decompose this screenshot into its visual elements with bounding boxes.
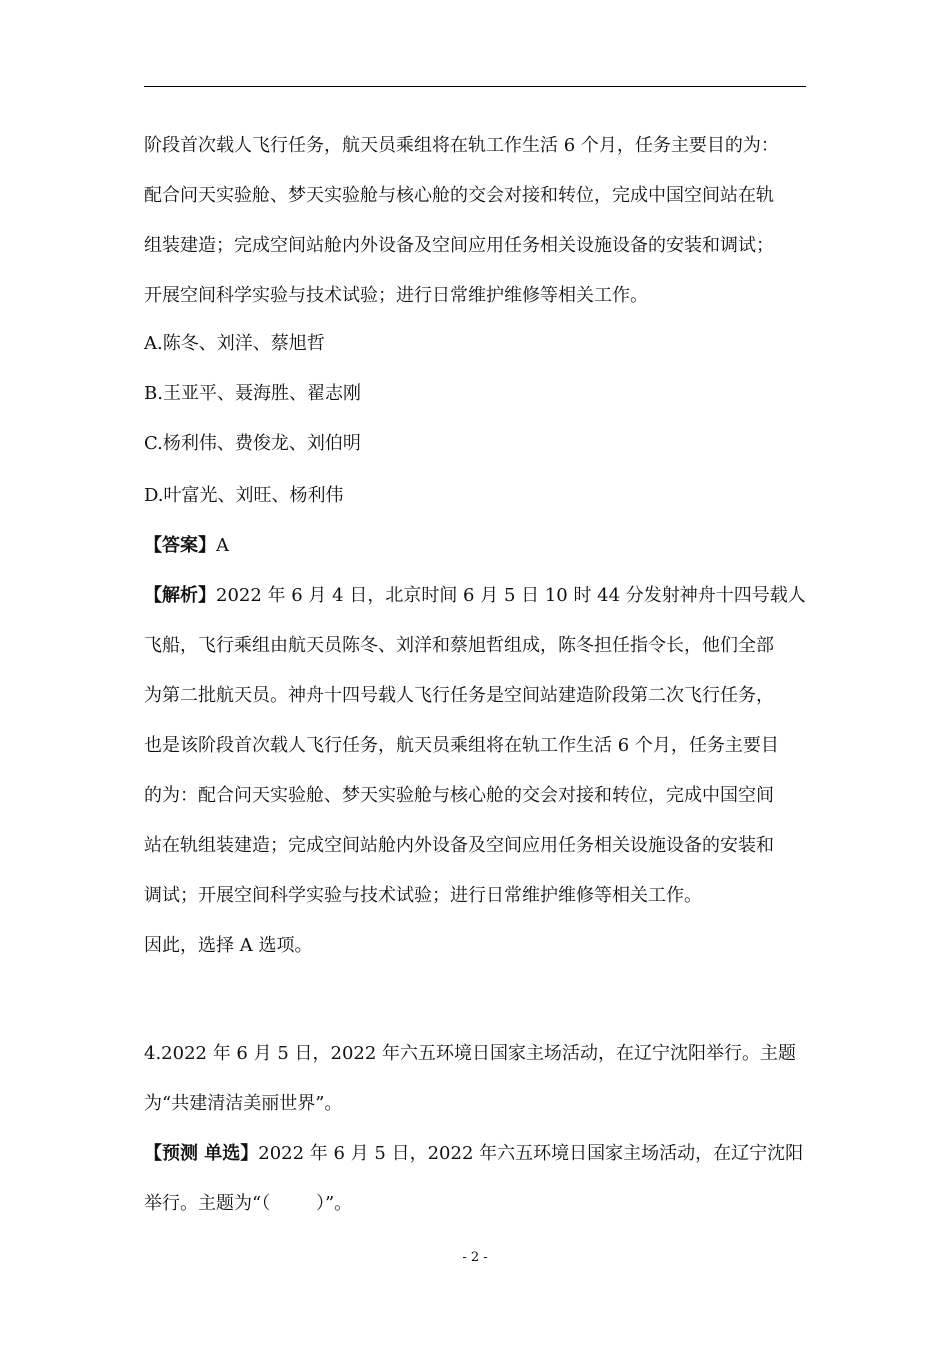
prediction-first: 2022 年 6 月 5 日，2022 年六五环境日国家主场活动，在辽宁沈阳 [258, 1143, 804, 1164]
question-intro-line-3: 组装建造；完成空间站舱内外设备及空间应用任务相关设施设备的安装和调试； [144, 235, 774, 256]
option-c: C.杨利伟、费俊龙、刘伯明 [144, 433, 361, 454]
option-b: B.王亚平、聂海胜、翟志刚 [144, 383, 361, 404]
analysis-conclusion: 因此，选择 A 选项。 [144, 935, 313, 956]
analysis-line-6: 站在轨组装建造；完成空间站舱内外设备及空间应用任务相关设施设备的安装和 [144, 835, 774, 856]
prediction-line-1 [144, 1142, 803, 1166]
header-rule [144, 86, 806, 87]
item4-line-1: 4.2022 年 6 月 5 日，2022 年六五环境日国家主场活动，在辽宁沈阳举行。主题 [144, 1043, 797, 1064]
question-intro-line-1: 阶段首次载人飞行任务，航天员乘组将在轨工作生活 6 个月，任务主要目的为： [144, 135, 779, 156]
analysis-first: 2022 年 6 月 4 日，北京时间 6 月 5 日 10 时 44 分发射神舟十四号载人 [216, 585, 806, 606]
answer-tag: 【答案】 [144, 535, 216, 556]
prediction-tag: 【预测 单选】 [144, 1143, 259, 1164]
analysis-line-1 [144, 584, 806, 608]
prediction-line-2: 举行。主题为“（ ）”。 [144, 1193, 353, 1214]
analysis-line-4: 也是该阶段首次载人飞行任务，航天员乘组将在轨工作生活 6 个月，任务主要目 [144, 735, 779, 756]
analysis-line-5: 的为：配合问天实验舱、梦天实验舱与核心舱的交会对接和转位，完成中国空间 [144, 785, 774, 806]
analysis-tag: 【解析】 [144, 585, 216, 606]
analysis-line-7: 调试；开展空间科学实验与技术试验；进行日常维护维修等相关工作。 [144, 885, 702, 906]
analysis-line-3: 为第二批航天员。神舟十四号载人飞行任务是空间站建造阶段第二次飞行任务， [144, 685, 774, 706]
question-intro-line-2: 配合问天实验舱、梦天实验舱与核心舱的交会对接和转位，完成中国空间站在轨 [144, 185, 774, 206]
answer-line [144, 534, 229, 558]
analysis-line-2: 飞船，飞行乘组由航天员陈冬、刘洋和蔡旭哲组成，陈冬担任指令长，他们全部 [144, 635, 774, 656]
option-d: D.叶富光、刘旺、杨利伟 [144, 485, 344, 506]
option-a: A.陈冬、刘洋、蔡旭哲 [144, 333, 325, 354]
page-number: - 2 - [462, 1250, 488, 1265]
item4-line-2: 为“共建清洁美丽世界”。 [144, 1093, 343, 1114]
answer-value: A [216, 535, 229, 556]
question-intro-line-4: 开展空间科学实验与技术试验；进行日常维护维修等相关工作。 [144, 285, 648, 306]
